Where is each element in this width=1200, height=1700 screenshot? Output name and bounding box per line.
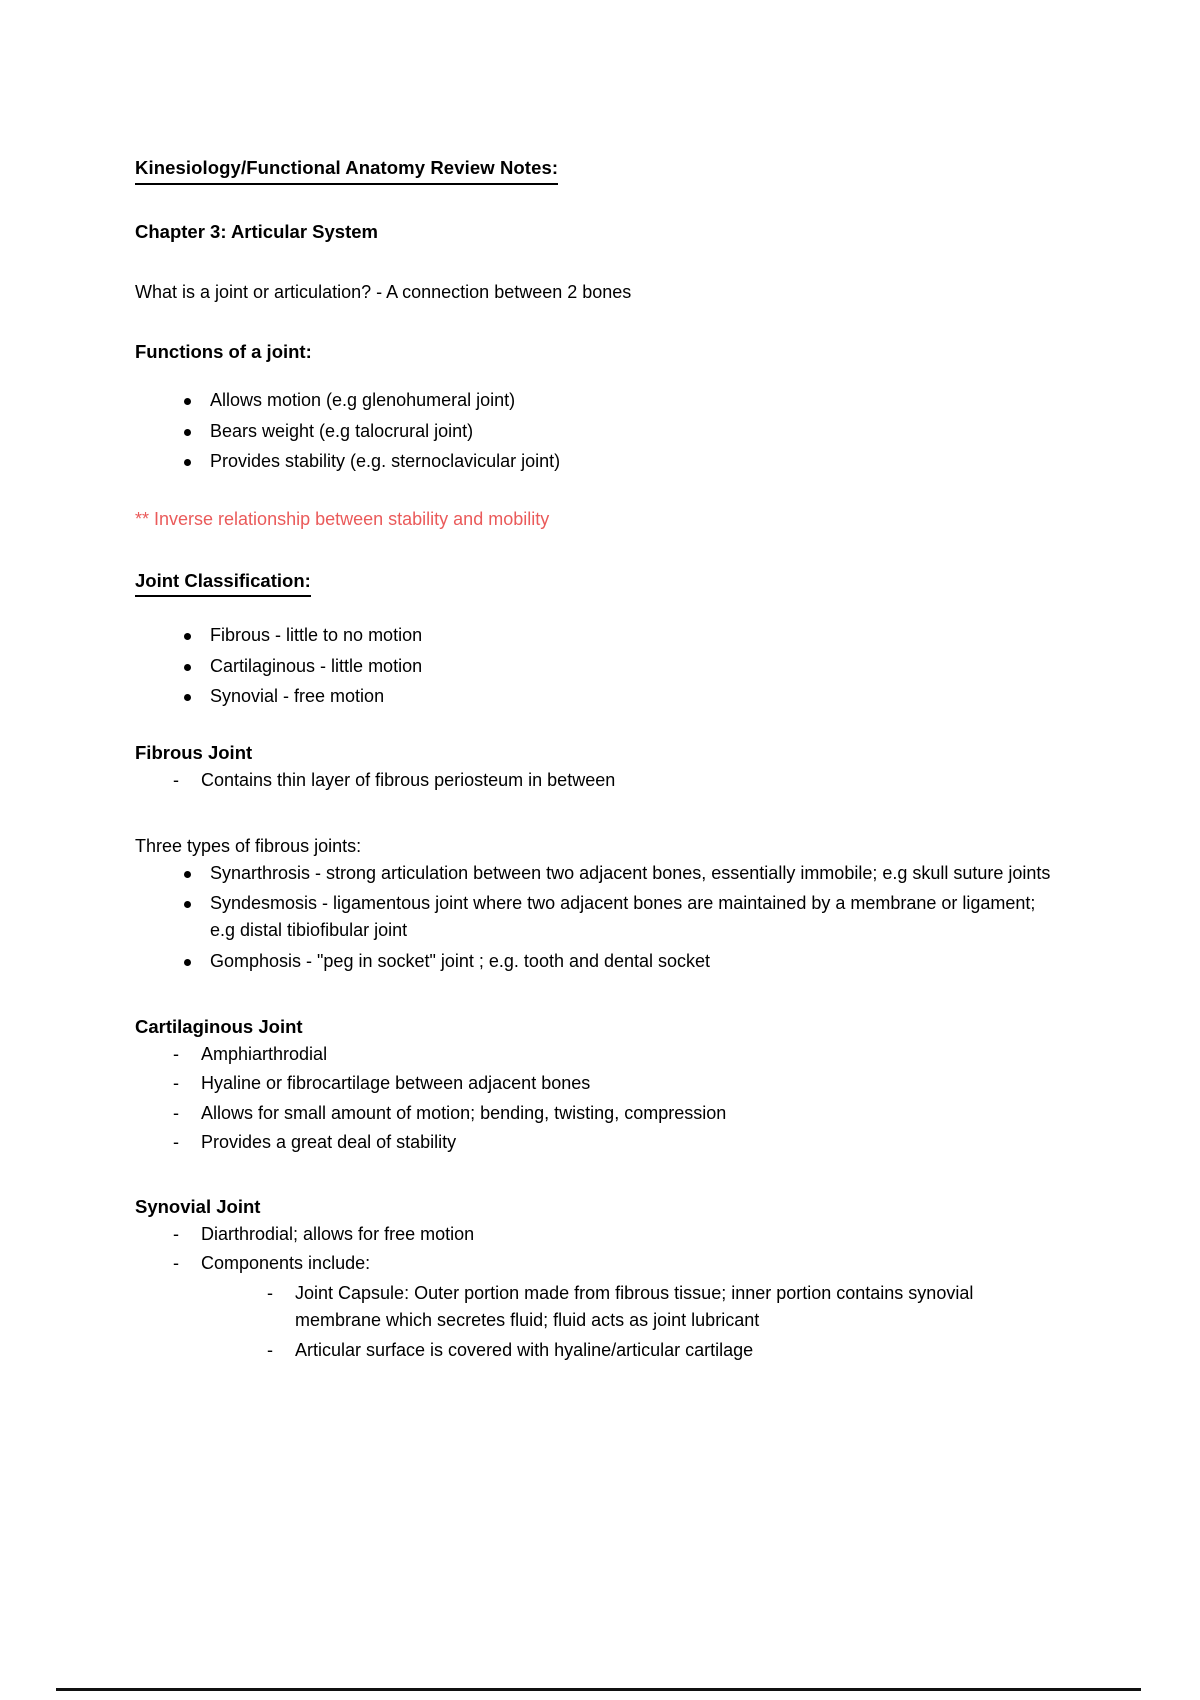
list-item-text: Bears weight (e.g talocrural joint) <box>210 420 474 441</box>
fibrous-joint-list <box>135 767 1055 794</box>
functions-list <box>135 387 1055 475</box>
spacer <box>135 978 1055 1014</box>
list-item <box>170 1250 1055 1363</box>
list-item <box>170 767 1055 794</box>
chapter-heading: Chapter 3: Articular System <box>135 220 378 242</box>
cartilaginous-joint-list <box>135 1041 1055 1156</box>
synovial-joint-list <box>135 1221 1055 1364</box>
list-item <box>170 1221 1055 1248</box>
synovial-joint-section <box>135 1194 1055 1364</box>
list-item <box>170 1100 1055 1127</box>
fibrous-types-intro: Three types of fibrous joints: <box>135 835 362 856</box>
list-item <box>181 948 1055 975</box>
list-item <box>170 1129 1055 1156</box>
document-body <box>135 155 1055 1366</box>
list-item-text: Joint Capsule: Outer portion made from fibrous tissue; inner portion contains synovial membrane which secretes fluid; fluid acts as joint lubricant <box>295 1282 974 1331</box>
cartilaginous-joint-heading: Cartilaginous Joint <box>135 1016 303 1038</box>
spacer <box>135 797 1055 833</box>
document-title: Kinesiology/Functional Anatomy Review Notes: <box>135 155 558 185</box>
functions-heading: Functions of a joint: <box>135 340 312 362</box>
list-item <box>264 1337 1055 1364</box>
list-item <box>181 387 1055 414</box>
joint-definition: What is a joint or articulation? - A connection between 2 bones <box>135 281 632 302</box>
list-item <box>264 1280 1055 1335</box>
list-item-text: Synovial - free motion <box>210 686 385 707</box>
spacer <box>135 1158 1055 1194</box>
list-item <box>181 890 1055 945</box>
list-item-text: Fibrous - little to no motion <box>210 625 423 646</box>
list-item-text: Provides stability (e.g. sternoclavicular joint) <box>210 451 561 472</box>
cartilaginous-joint-section <box>135 1014 1055 1156</box>
list-item-text: Articular surface is covered with hyaline/articular cartilage <box>295 1339 754 1360</box>
list-item <box>181 418 1055 445</box>
list-item <box>181 448 1055 475</box>
list-item-text: Contains thin layer of fibrous periosteum in between <box>201 770 616 791</box>
list-item-text: Synarthrosis - strong articulation between two adjacent bones, essentially immobile; e.g skull suture joints <box>210 862 1051 883</box>
classification-list <box>135 622 1055 710</box>
list-item <box>170 1041 1055 1068</box>
list-item-text: Syndesmosis - ligamentous joint where two adjacent bones are maintained by a membrane or ligament; e.g distal tibiofibular joint <box>210 892 1036 941</box>
list-item <box>181 683 1055 710</box>
list-item <box>181 653 1055 680</box>
list-item-text: Provides a great deal of stability <box>201 1131 457 1152</box>
list-item-text: Cartilaginous - little motion <box>210 655 423 676</box>
classification-heading: Joint Classification: <box>135 568 311 598</box>
page-bottom-rule <box>56 1688 1141 1691</box>
list-item-text: Gomphosis - "peg in socket" joint ; e.g. tooth and dental socket <box>210 950 711 971</box>
synovial-components-list <box>201 1280 1055 1364</box>
inverse-relationship-note: ** Inverse relationship between stability and mobility <box>135 508 550 529</box>
list-item-text: Diarthrodial; allows for free motion <box>201 1224 475 1245</box>
fibrous-joint-section <box>135 740 1055 975</box>
classification-heading-row <box>135 568 1055 598</box>
fibrous-joint-heading: Fibrous Joint <box>135 742 253 764</box>
list-item-text: Components include: <box>201 1253 371 1274</box>
synovial-joint-heading: Synovial Joint <box>135 1196 261 1218</box>
document-title-row <box>135 155 1055 185</box>
list-item-text: Allows for small amount of motion; bending, twisting, compression <box>201 1102 727 1123</box>
list-item <box>170 1070 1055 1097</box>
list-item-text: Amphiarthrodial <box>201 1043 328 1064</box>
list-item <box>181 622 1055 649</box>
fibrous-types-list <box>135 860 1055 975</box>
list-item-text: Allows motion (e.g glenohumeral joint) <box>210 390 516 411</box>
list-item <box>181 860 1055 887</box>
list-item-text: Hyaline or fibrocartilage between adjacent bones <box>201 1073 591 1094</box>
